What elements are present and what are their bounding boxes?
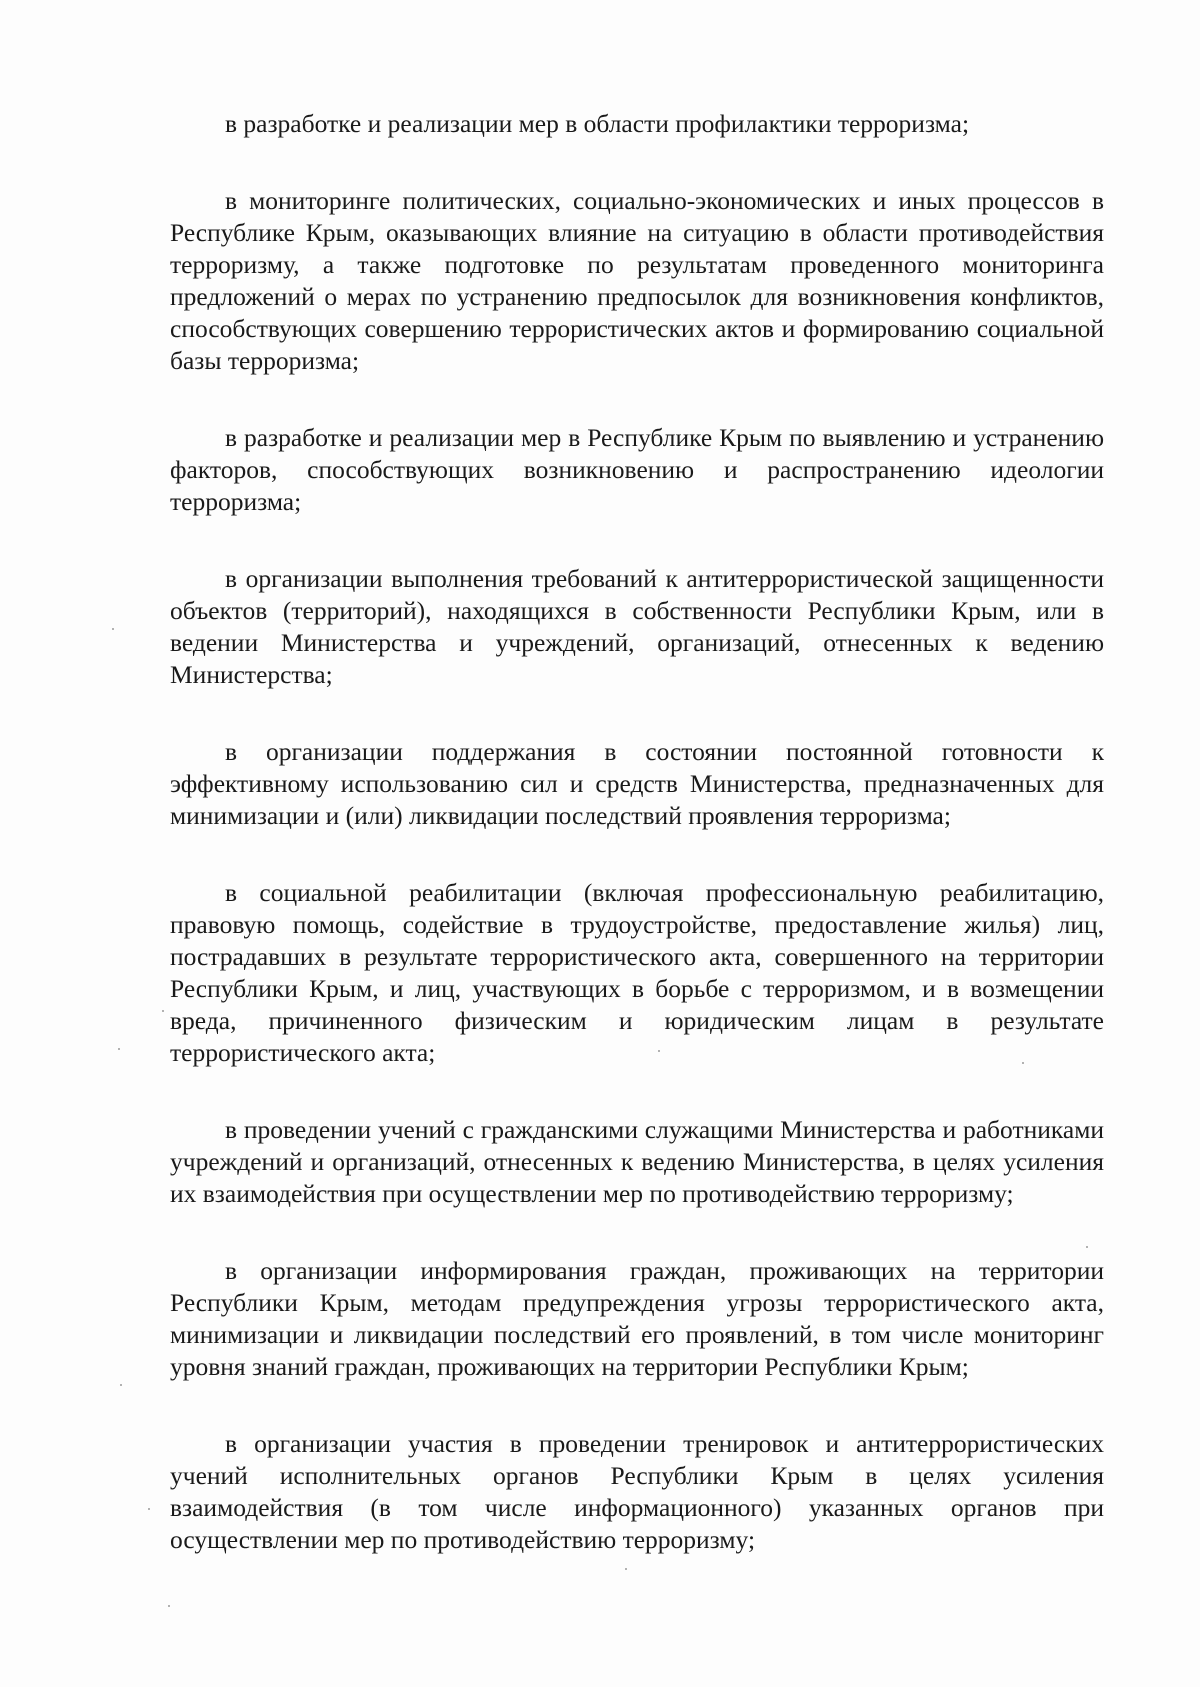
scan-speck bbox=[112, 628, 114, 630]
scan-speck bbox=[1022, 1062, 1024, 1064]
scan-speck bbox=[625, 1568, 627, 1570]
scan-speck bbox=[148, 1508, 150, 1510]
paragraph-4: в организации выполнения требований к антитеррористической защищенности объектов (территорий), находящихся в собственности Республики Крым, или в ведении Министерства и учреждений, организаций, отнесенных к ведению Министерства; bbox=[170, 564, 1104, 689]
scan-speck bbox=[120, 1384, 122, 1386]
paragraph-2: в мониторинге политических, социально-экономических и иных процессов в Республике Крым, оказывающих влияние на ситуацию в области противодействия терроризму, а также подготовке по результатам проведенного мониторинга предложений о мерах по устранению предпосылок для возникновения конфликтов, способствующих совершению террористических актов и формированию социальной базы терроризма; bbox=[170, 186, 1104, 375]
paragraph-7: в проведении учений с гражданскими служащими Министерства и работниками учреждений и организаций, отнесенных к ведению Министерства, в целях усиления их взаимодействия при осуществлении мер по противодействию терроризму; bbox=[170, 1115, 1104, 1208]
scan-speck bbox=[658, 1050, 660, 1052]
paragraph-9: в организации участия в проведении тренировок и антитеррористических учений исполнительных органов Республики Крым в целях усиления взаимодействия (в том числе информационного) указанных органов при осуществлении мер по противодействию терроризму; bbox=[170, 1429, 1104, 1554]
scan-speck bbox=[168, 1605, 170, 1607]
paragraph-6: в социальной реабилитации (включая профессиональную реабилитацию, правовую помощь, содействие в трудоустройстве, предоставление жилья) лиц, пострадавших в результате террористического акта, совершенного на территории Республики Крым, и лиц, участвующих в борьбе с терроризмом, и в возмещении вреда, причиненного физическим и юридическим лицам в результате террористического акта; bbox=[170, 878, 1104, 1067]
scan-speck bbox=[162, 1010, 164, 1012]
paragraph-3: в разработке и реализации мер в Республике Крым по выявлению и устранению факторов, способствующих возникновению и распространению идеологии терроризма; bbox=[170, 423, 1104, 516]
paragraph-1: в разработке и реализации мер в области профилактики терроризма; bbox=[225, 109, 970, 138]
document-body bbox=[170, 108, 1104, 1601]
paragraph-5: в организации поддержания в состоянии постоянной готовности к эффективному использованию сил и средств Министерства, предназначенных для минимизации и (или) ликвидации последствий проявления терроризма; bbox=[170, 737, 1104, 830]
scan-speck bbox=[1086, 1246, 1088, 1248]
paragraph-8: в организации информирования граждан, проживающих на территории Республики Крым, методам предупреждения угрозы террористического акта, минимизации и ликвидации последствий его проявлений, в том числе мониторинг уровня знаний граждан, проживающих на территории Республики Крым; bbox=[170, 1256, 1104, 1381]
scan-speck bbox=[118, 1048, 120, 1050]
